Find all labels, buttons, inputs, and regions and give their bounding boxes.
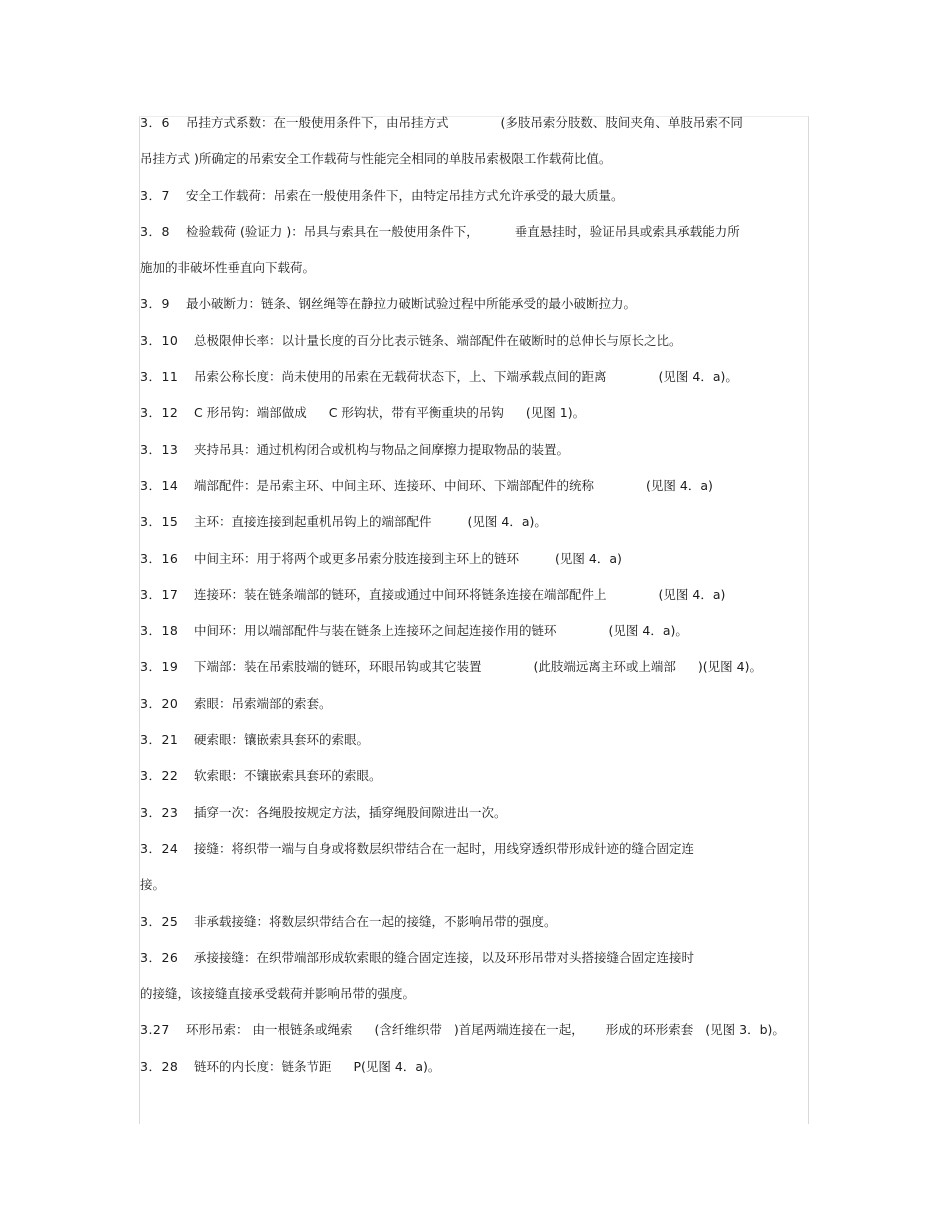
clause-text: 总极限伸长率：以计量长度的百分比表示链条、端部配件在破断时的总伸长与原长之比。: [194, 332, 682, 348]
clause-number: 3．28: [140, 1058, 179, 1074]
clause-text: (见图 4．a): [555, 550, 622, 566]
clause-number: 3.27: [140, 1022, 170, 1038]
clause-number: 3．10: [140, 332, 179, 348]
clause-text: (见图 4．a): [646, 477, 713, 493]
clause-text: 安全工作载荷：吊索在一般使用条件下，由特定吊挂方式允许承受的最大质量。: [186, 187, 624, 203]
clause-text: 中间环：用以端部配件与装在链条上连接环之间起连接作用的链环: [194, 623, 557, 639]
clause-3-19: [140, 658, 820, 676]
clause-text: 硬索眼：镶嵌索具套环的索眼。: [194, 732, 370, 748]
clause-number: 3．23: [140, 804, 179, 820]
clause-text: (见图 4．a)。: [608, 623, 688, 639]
clause-text: 链环的内长度：链条节距: [194, 1058, 332, 1074]
clause-3-25: [140, 913, 820, 931]
clause-number: 3．25: [140, 913, 179, 929]
clause-number: 3．7: [140, 187, 170, 203]
clause-3-8: [140, 223, 820, 241]
clause-text: 承接接缝：在织带端部形成软索眼的缝合固定连接，以及环形吊带对头搭接缝合固定连接时: [194, 949, 695, 965]
clause-text: 检验载荷 (验证力 )：吊具与索具在一般使用条件下，: [186, 223, 479, 239]
clause-3-12: [140, 404, 820, 422]
clause-3-6: [140, 114, 820, 132]
clause-text: 连接环：装在链条端部的链环，直接或通过中间环将链条连接在端部配件上: [194, 586, 607, 602]
clause-3-9: [140, 295, 820, 313]
clause-text: 形成的环形索套: [605, 1022, 694, 1038]
clause-text: (此肢端远离主环或上端部: [533, 659, 676, 675]
clause-3-11: [140, 368, 820, 386]
clause-number: 3．8: [140, 223, 170, 239]
clause-number: 3．20: [140, 695, 179, 711]
clause-text: 软索眼：不镶嵌索具套环的索眼。: [194, 768, 382, 784]
clause-continuation: [140, 150, 820, 168]
clause-number: 3．15: [140, 514, 179, 530]
clause-text: 插穿一次：各绳股按规定方法，插穿绳股间隙进出一次。: [194, 804, 507, 820]
clause-text: 中间主环：用于将两个或更多吊索分肢连接到主环上的链环: [194, 550, 520, 566]
clause-3-15: [140, 513, 820, 531]
clause-text: 下端部：装在吊索肢端的链环，环眼吊钩或其它装置: [194, 659, 482, 675]
clause-text: 最小破断力：链条、钢丝绳等在静拉力破断试验过程中所能承受的最小破断拉力。: [186, 296, 637, 312]
clause-text: 索眼：吊索端部的索套。: [194, 695, 332, 711]
clause-text: )(见图 4)。: [697, 659, 762, 675]
clause-text: (见图 1)。: [525, 405, 586, 421]
clause-3-13: [140, 441, 820, 459]
clause-text: 接缝：将织带一端与自身或将数层织带结合在一起时，用线穿透织带形成针迹的缝合固定连: [194, 840, 695, 856]
clause-continuation: [140, 259, 820, 277]
clause-3-21: [140, 731, 820, 749]
clause-text: P(见图 4．a)。: [353, 1058, 441, 1074]
clause-number: 3．12: [140, 405, 179, 421]
clause-number: 3．18: [140, 623, 179, 639]
clause-text: (见图 4．a)。: [467, 514, 547, 530]
clause-text: (见图 4．a)。: [658, 369, 738, 385]
clause-continuation: [140, 985, 820, 1003]
clause-number: 3．11: [140, 369, 179, 385]
clause-3-28: [140, 1058, 820, 1076]
clause-number: 3．16: [140, 550, 179, 566]
clause-text: (见图 3．b)。: [705, 1022, 785, 1038]
clause-number: 3．13: [140, 441, 179, 457]
clause-text: 的接缝，该接缝直接承受载荷并影响吊带的强度。: [140, 986, 416, 1002]
clause-3-27: [140, 1021, 820, 1039]
clause-text: )首尾两端连接在一起，: [453, 1022, 584, 1038]
clause-3-20: [140, 695, 820, 713]
clause-3-18: [140, 622, 820, 640]
clause-text: (见图 4．a): [658, 586, 726, 602]
clause-text: C 形钩状，带有平衡重块的吊钩: [328, 405, 504, 421]
clause-text: 环形吊索： 由一根链条或绳索: [186, 1022, 353, 1038]
clause-3-7: [140, 187, 820, 205]
clause-continuation: [140, 876, 820, 894]
clause-number: 3．24: [140, 840, 179, 856]
clause-text: 施加的非破坏性垂直向下载荷。: [140, 260, 316, 276]
clause-text: 垂直悬挂时，验证吊具或索具承载能力所: [514, 223, 740, 239]
clause-text: C 形吊钩：端部做成: [194, 405, 307, 421]
clause-number: 3．19: [140, 659, 179, 675]
clause-text: 主环：直接连接到起重机吊钩上的端部配件: [194, 514, 432, 530]
clause-text: 接。: [140, 877, 166, 893]
clause-number: 3．6: [140, 115, 170, 130]
clause-text: 端部配件：是吊索主环、中间主环、连接环、中间环、下端部配件的统称: [194, 477, 595, 493]
clause-text: (含纤维织带: [374, 1022, 442, 1038]
clause-text: 非承载接缝：将数层织带结合在一起的接缝，不影响吊带的强度。: [194, 913, 557, 929]
clause-text: 吊索公称长度：尚未使用的吊索在无载荷状态下，上、下端承载点间的距离: [194, 369, 607, 385]
clause-number: 3．26: [140, 949, 179, 965]
clause-3-23: [140, 804, 820, 822]
clause-text: 吊挂方式系数：在一般使用条件下，由吊挂方式: [186, 115, 449, 130]
document-body: [140, 114, 820, 1094]
clause-text: 吊挂方式 )所确定的吊索安全工作载荷与性能完全相同的单肢吊索极限工作载荷比值。: [140, 151, 612, 167]
clause-3-24: [140, 840, 820, 858]
clause-text: 夹持吊具：通过机构闭合或机构与物品之间摩擦力提取物品的装置。: [194, 441, 570, 457]
clause-number: 3．14: [140, 477, 179, 493]
clause-3-14: [140, 477, 820, 495]
clause-3-26: [140, 949, 820, 967]
clause-3-17: [140, 586, 820, 604]
clause-number: 3．21: [140, 732, 179, 748]
clause-3-10: [140, 332, 820, 350]
clause-3-16: [140, 550, 820, 568]
clause-number: 3．22: [140, 768, 179, 784]
clause-text: (多肢吊索分肢数、肢间夹角、单肢吊索不同: [500, 115, 743, 130]
clause-3-22: [140, 767, 820, 785]
clause-number: 3．17: [140, 586, 179, 602]
clause-number: 3．9: [140, 296, 170, 312]
